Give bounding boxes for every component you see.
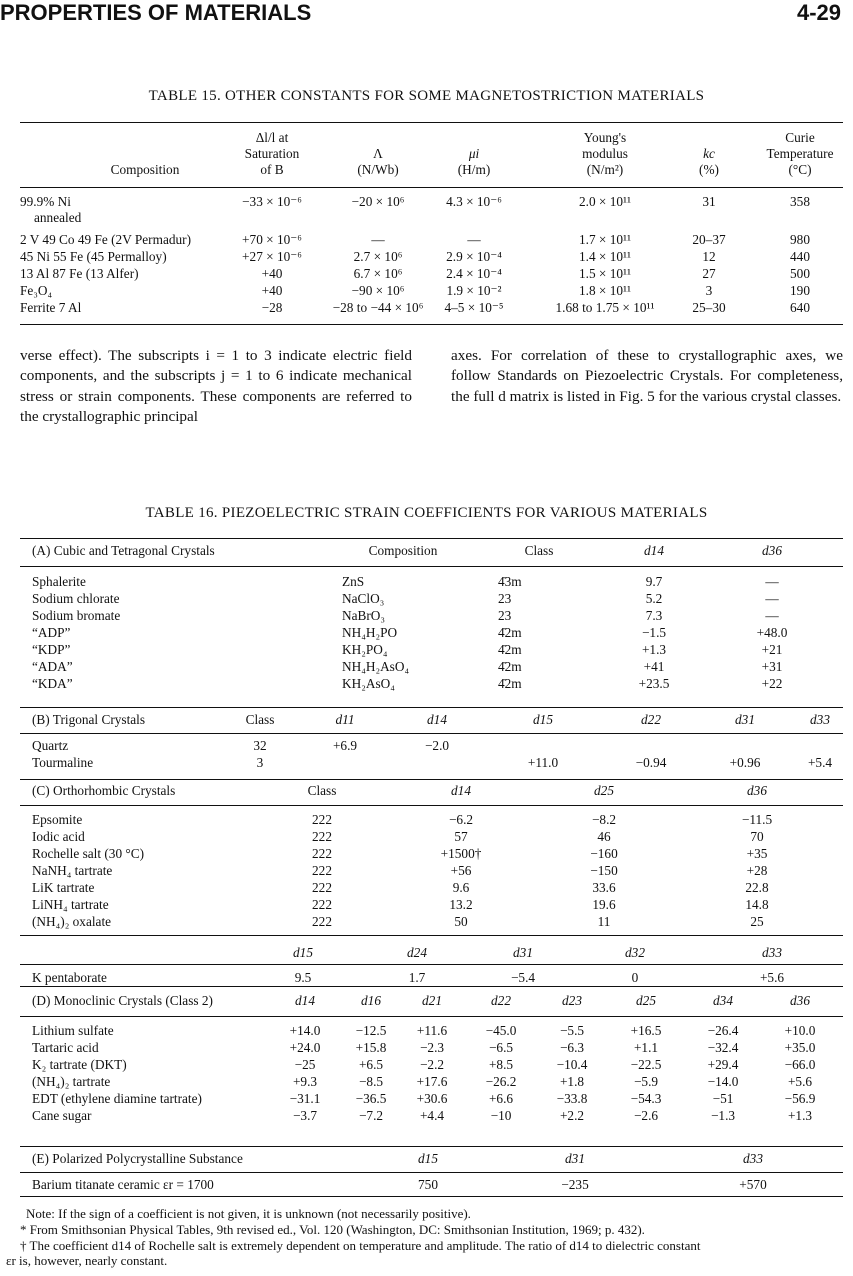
- column-header: d36: [747, 783, 767, 798]
- table-cell: 9.7: [645, 574, 663, 589]
- table-cell: −90 × 10⁶: [351, 283, 405, 298]
- section-title: (C) Orthorhombic Crystals: [32, 783, 176, 798]
- row-label: LiNH₄ tartrate: [32, 897, 109, 912]
- table15-header-cell: (°C): [788, 162, 812, 177]
- table-cell: −25: [294, 1057, 316, 1072]
- footnote: * From Smithsonian Physical Tables, 9th revised ed., Vol. 120 (Washington, DC: Smithsonian Institution, 1969; p. 432).: [20, 1222, 645, 1237]
- table-cell: −22.5: [630, 1057, 662, 1072]
- table-cell: 27: [702, 266, 716, 281]
- table-cell: −5.4: [510, 970, 536, 985]
- table-cell: 1.5 × 10¹¹: [578, 266, 632, 281]
- table-cell: −51: [712, 1091, 734, 1106]
- table-cell: —: [371, 232, 385, 247]
- table16-caption: TABLE 16. PIEZOELECTRIC STRAIN COEFFICIENTS FOR VARIOUS MATERIALS: [145, 505, 708, 521]
- table-cell: −14.0: [707, 1074, 739, 1089]
- table-cell: 4̄2m: [498, 625, 522, 640]
- table-rule: [20, 733, 843, 734]
- row-label: Sodium bromate: [32, 608, 121, 623]
- column-header: d14: [451, 783, 471, 798]
- table15-composition: 99.9% Ni: [20, 194, 71, 209]
- table-cell: +6.6: [488, 1091, 514, 1106]
- row-label: Iodic acid: [32, 829, 85, 844]
- table-cell: +70 × 10⁻⁶: [242, 232, 302, 247]
- running-title: PROPERTIES OF MATERIALS: [0, 0, 312, 25]
- table-cell: 222: [312, 846, 332, 861]
- table-cell: +30.6: [416, 1091, 448, 1106]
- table-cell: 70: [750, 829, 764, 844]
- table15-header-cell: Composition: [110, 162, 180, 177]
- row-label: EDT (ethylene diamine tartrate): [32, 1091, 202, 1106]
- table15-header-cell: Curie: [785, 130, 815, 145]
- row-label: “ADA”: [32, 659, 73, 674]
- column-header: d16: [361, 993, 381, 1008]
- column-header: d32: [625, 945, 645, 960]
- table-cell: 500: [790, 266, 810, 281]
- table15-composition: 45 Ni 55 Fe (45 Permalloy): [20, 249, 167, 264]
- table-cell: −10: [490, 1108, 512, 1123]
- column-header: d14: [295, 993, 315, 1008]
- column-header: d25: [594, 783, 614, 798]
- table-cell: −6.2: [448, 812, 474, 827]
- table-cell: −2.6: [633, 1108, 659, 1123]
- table-cell: 25–30: [692, 300, 726, 315]
- section-title: (D) Monoclinic Crystals (Class 2): [32, 993, 213, 1008]
- column-header: d22: [641, 712, 661, 727]
- table15-composition: annealed: [34, 210, 82, 225]
- table-cell: 19.6: [592, 897, 616, 912]
- column-header: d25: [636, 993, 656, 1008]
- row-label: Quartz: [32, 738, 69, 753]
- table-cell: 4.3 × 10⁻⁶: [446, 194, 502, 209]
- table-cell: +9.3: [292, 1074, 318, 1089]
- page-number: 4-29: [796, 0, 841, 25]
- table-cell: +24.0: [289, 1040, 321, 1055]
- table-cell: 9.5: [294, 970, 312, 985]
- table15-header-cell: kc: [703, 146, 715, 161]
- table15-header-cell: Λ: [373, 146, 383, 161]
- table-cell: —: [765, 591, 779, 606]
- table15-composition: Fe₃O₄: [20, 283, 53, 298]
- table-cell: +23.5: [638, 676, 670, 691]
- table-cell: +35: [746, 846, 768, 861]
- table-cell: +31: [761, 659, 783, 674]
- table-cell: +6.9: [332, 738, 358, 753]
- row-label: K pentaborate: [32, 970, 107, 985]
- table-cell: 3: [705, 283, 713, 298]
- table-cell: −10.4: [556, 1057, 588, 1072]
- row-label: Tourmaline: [32, 755, 94, 770]
- table-cell: 14.8: [745, 897, 769, 912]
- table15-top-rule: [20, 122, 843, 123]
- table-cell: 25: [750, 914, 764, 929]
- table-cell: −6.3: [559, 1040, 585, 1055]
- table-cell: 6.7 × 10⁶: [353, 266, 403, 281]
- table-cell: +1.8: [559, 1074, 585, 1089]
- column-header: d33: [810, 712, 830, 727]
- table-cell: 2.0 × 10¹¹: [578, 194, 632, 209]
- column-header: d33: [743, 1151, 763, 1166]
- table-cell: +570: [739, 1177, 767, 1192]
- table-cell: 32: [253, 738, 267, 753]
- column-header: d31: [513, 945, 533, 960]
- column-header: d21: [422, 993, 442, 1008]
- table-cell: 1.9 × 10⁻²: [446, 283, 502, 298]
- column-header: d14: [644, 543, 664, 558]
- table15-bottom-rule: [20, 324, 843, 325]
- table-cell: —: [765, 608, 779, 623]
- table-cell: KH₂PO₄: [342, 642, 388, 657]
- table-cell: 222: [312, 880, 332, 895]
- table15-header-cell: Temperature: [766, 146, 834, 161]
- table-cell: −160: [590, 846, 618, 861]
- table-cell: 50: [454, 914, 468, 929]
- table-cell: −28: [261, 300, 283, 315]
- table-cell: −1.3: [710, 1108, 736, 1123]
- row-label: K₂ tartrate (DKT): [32, 1057, 127, 1072]
- table-cell: 1.4 × 10¹¹: [578, 249, 632, 264]
- column-header: Class: [245, 712, 275, 727]
- column-header: d31: [565, 1151, 585, 1166]
- table-cell: 2.9 × 10⁻⁴: [446, 249, 502, 264]
- table-cell: −150: [590, 863, 618, 878]
- row-label: Epsomite: [32, 812, 83, 827]
- table15-composition: 13 Al 87 Fe (13 Alfer): [20, 266, 139, 281]
- table-cell: 5.2: [645, 591, 663, 606]
- table-cell: +5.6: [759, 970, 785, 985]
- table-cell: —: [765, 574, 779, 589]
- table15-header-rule: [20, 187, 843, 188]
- table-cell: 13.2: [449, 897, 473, 912]
- table-cell: 31: [702, 194, 716, 209]
- table15-header-cell: (H/m): [457, 162, 491, 177]
- table-cell: 1.7: [408, 970, 426, 985]
- table-cell: +1.3: [787, 1108, 813, 1123]
- table-cell: +15.8: [355, 1040, 387, 1055]
- table-cell: −28 to −44 × 10⁶: [332, 300, 424, 315]
- column-header: Class: [307, 783, 337, 798]
- table-cell: 4̄2m: [498, 642, 522, 657]
- table-cell: −1.5: [641, 625, 667, 640]
- row-label: LiK tartrate: [32, 880, 95, 895]
- column-header: d24: [407, 945, 427, 960]
- row-label: Barium titanate ceramic εr = 1700: [32, 1177, 214, 1192]
- table15-header-cell: of B: [260, 162, 284, 177]
- table-cell: −6.5: [488, 1040, 514, 1055]
- table-cell: +8.5: [488, 1057, 514, 1072]
- table-cell: −3.7: [292, 1108, 318, 1123]
- section-title: (B) Trigonal Crystals: [32, 712, 146, 727]
- table15-composition: 2 V 49 Co 49 Fe (2V Permadur): [20, 232, 192, 247]
- table-cell: 190: [790, 283, 810, 298]
- row-label: Tartaric acid: [32, 1040, 99, 1055]
- table-cell: −2.0: [424, 738, 450, 753]
- table-rule: [20, 1146, 843, 1147]
- row-label: (NH₄)₂ tartrate: [32, 1074, 111, 1089]
- column-header: d15: [418, 1151, 438, 1166]
- table-cell: +56: [450, 863, 472, 878]
- table-cell: +35.0: [784, 1040, 816, 1055]
- table-cell: +29.4: [707, 1057, 739, 1072]
- row-label: Sphalerite: [32, 574, 86, 589]
- table-cell: +5.4: [807, 755, 833, 770]
- table15-caption: TABLE 15. OTHER CONSTANTS FOR SOME MAGNETOSTRICTION MATERIALS: [148, 88, 705, 104]
- table-rule: [20, 566, 843, 567]
- table-cell: −66.0: [784, 1057, 816, 1072]
- table-cell: −33 × 10⁻⁶: [242, 194, 302, 209]
- table15-header-cell: Saturation: [244, 146, 300, 161]
- table-cell: +48.0: [756, 625, 788, 640]
- table-cell: +40: [261, 283, 283, 298]
- table-rule: [20, 805, 843, 806]
- table-cell: +16.5: [630, 1023, 662, 1038]
- page-header: [0, 0, 853, 30]
- table15-header-cell: μi: [468, 146, 480, 161]
- table15-header-cell: Δl/l at: [255, 130, 289, 145]
- table-cell: −54.3: [630, 1091, 662, 1106]
- table-cell: −36.5: [355, 1091, 387, 1106]
- table-cell: 23: [498, 591, 512, 606]
- column-header: Composition: [368, 543, 438, 558]
- table-cell: 22.8: [745, 880, 769, 895]
- table-cell: +11.6: [416, 1023, 448, 1038]
- column-header: d15: [533, 712, 553, 727]
- table-cell: 57: [454, 829, 468, 844]
- table-cell: 222: [312, 897, 332, 912]
- table-cell: 2.4 × 10⁻⁴: [446, 266, 502, 281]
- row-label: Cane sugar: [32, 1108, 92, 1123]
- table-rule: [20, 986, 843, 987]
- column-header: d23: [562, 993, 582, 1008]
- table-cell: +1500†: [440, 846, 482, 861]
- table-cell: −8.5: [358, 1074, 384, 1089]
- table-cell: 9.6: [452, 880, 470, 895]
- column-header: d34: [713, 993, 733, 1008]
- section-title: (E) Polarized Polycrystalline Substance: [32, 1151, 243, 1166]
- table-cell: +6.5: [358, 1057, 384, 1072]
- table-cell: +1.3: [641, 642, 667, 657]
- table-cell: 20–37: [692, 232, 726, 247]
- table-cell: 7.3: [645, 608, 663, 623]
- table-cell: 4̄2m: [498, 659, 522, 674]
- table16-top-rule: [20, 538, 843, 539]
- column-header: d22: [491, 993, 511, 1008]
- table-cell: 440: [790, 249, 810, 264]
- table-cell: 750: [418, 1177, 438, 1192]
- table-cell: +17.6: [416, 1074, 448, 1089]
- column-header: d33: [762, 945, 782, 960]
- table-cell: 222: [312, 863, 332, 878]
- table15-header-cell: (N/Wb): [357, 162, 399, 177]
- table-cell: +10.0: [784, 1023, 816, 1038]
- table-cell: 222: [312, 914, 332, 929]
- table-cell: −56.9: [784, 1091, 816, 1106]
- table-cell: −33.8: [556, 1091, 588, 1106]
- table-cell: 2.7 × 10⁶: [353, 249, 403, 264]
- table-cell: −11.5: [741, 812, 773, 827]
- footnote: εr is, however, nearly constant.: [6, 1253, 168, 1268]
- table-cell: 33.6: [592, 880, 616, 895]
- table-cell: −32.4: [707, 1040, 739, 1055]
- table-rule: [20, 779, 843, 780]
- table-cell: −5.5: [559, 1023, 585, 1038]
- body-paragraph-left: verse effect). The subscripts i = 1 to 3 indicate electric field components, and the subscripts j = 1 to 6 indicate mechanical stress or strain components. These components are referred to the crystallographic principal: [20, 347, 412, 425]
- table-cell: KH₂AsO₄: [342, 676, 395, 691]
- table-cell: −7.2: [358, 1108, 384, 1123]
- table-cell: +28: [746, 863, 768, 878]
- table-cell: 46: [597, 829, 611, 844]
- table-rule: [20, 707, 843, 708]
- table-cell: −26.4: [707, 1023, 739, 1038]
- table-cell: 1.8 × 10¹¹: [578, 283, 632, 298]
- table-cell: +2.2: [559, 1108, 585, 1123]
- table-cell: 1.7 × 10¹¹: [578, 232, 632, 247]
- table-cell: −26.2: [485, 1074, 517, 1089]
- row-label: (NH₄)₂ oxalate: [32, 914, 112, 929]
- table-cell: +21: [761, 642, 783, 657]
- table15-header-cell: Young's: [583, 130, 627, 145]
- column-header: d15: [293, 945, 313, 960]
- table15-composition: Ferrite 7 Al: [20, 300, 82, 315]
- table15-header-cell: (N/m²): [586, 162, 624, 177]
- table-cell: 640: [790, 300, 810, 315]
- table-cell: −235: [561, 1177, 589, 1192]
- table-cell: −5.9: [633, 1074, 659, 1089]
- table-cell: NaClO₃: [342, 591, 385, 606]
- row-label: Sodium chlorate: [32, 591, 120, 606]
- table-cell: 4–5 × 10⁻⁵: [444, 300, 504, 315]
- row-label: Lithium sulfate: [32, 1023, 114, 1038]
- table-cell: +0.96: [729, 755, 761, 770]
- table-cell: 358: [790, 194, 810, 209]
- table-cell: NaBrO₃: [342, 608, 386, 623]
- column-header: d36: [790, 993, 810, 1008]
- table-cell: +22: [761, 676, 783, 691]
- row-label: “ADP”: [32, 625, 71, 640]
- body-paragraph-right: axes. For correlation of these to crystallographic axes, we follow Standards on Piezoelectric Crystals. For completeness, the full d matrix is listed in Fig. 5 for the various crystal classes.: [451, 347, 843, 405]
- table-cell: +40: [261, 266, 283, 281]
- table-cell: +11.0: [527, 755, 559, 770]
- table-cell: +5.6: [787, 1074, 813, 1089]
- table-rule: [20, 964, 843, 965]
- footnote: Note: If the sign of a coefficient is not given, it is unknown (not necessarily positive).: [26, 1206, 471, 1221]
- table-cell: —: [467, 232, 481, 247]
- table15-header-cell: modulus: [582, 146, 628, 161]
- table-cell: 0: [631, 970, 639, 985]
- row-label: NaNH₄ tartrate: [32, 863, 113, 878]
- row-label: “KDA”: [32, 676, 73, 691]
- table-cell: +4.4: [419, 1108, 445, 1123]
- column-header: Class: [524, 543, 554, 558]
- table-cell: 4̄3m: [498, 574, 522, 589]
- table-cell: NH₄H₂AsO₄: [342, 659, 410, 674]
- footnote: † The coefficient d14 of Rochelle salt is extremely dependent on temperature and amplitude. The ratio of d14 to dielectric constant: [20, 1238, 701, 1253]
- table-cell: 1.68 to 1.75 × 10¹¹: [555, 300, 655, 315]
- table-cell: 3: [256, 755, 264, 770]
- table-cell: −2.2: [419, 1057, 445, 1072]
- table-cell: 222: [312, 812, 332, 827]
- table-cell: 980: [790, 232, 810, 247]
- table-cell: −12.5: [355, 1023, 387, 1038]
- section-title: (A) Cubic and Tetragonal Crystals: [32, 543, 215, 558]
- table-cell: −31.1: [289, 1091, 321, 1106]
- table-cell: +41: [643, 659, 665, 674]
- column-header: d36: [762, 543, 782, 558]
- table-cell: +14.0: [289, 1023, 321, 1038]
- table-cell: 12: [702, 249, 716, 264]
- row-label: Rochelle salt (30 °C): [32, 846, 145, 861]
- table-cell: −20 × 10⁶: [351, 194, 405, 209]
- table-cell: −8.2: [591, 812, 617, 827]
- column-header: d31: [735, 712, 755, 727]
- table-cell: −45.0: [485, 1023, 517, 1038]
- table-cell: 23: [498, 608, 512, 623]
- table-cell: NH₄H₂PO: [342, 625, 398, 640]
- table-cell: 4̄2m: [498, 676, 522, 691]
- table-cell: 11: [597, 914, 611, 929]
- table-rule: [20, 935, 843, 936]
- column-header: d11: [335, 712, 355, 727]
- table-cell: −2.3: [419, 1040, 445, 1055]
- table-rule: [20, 1016, 843, 1017]
- table-rule: [20, 1172, 843, 1173]
- table-cell: 222: [312, 829, 332, 844]
- table16-bottom-rule: [20, 1196, 843, 1197]
- table-cell: ZnS: [342, 574, 365, 589]
- table15-header-cell: (%): [699, 162, 719, 177]
- row-label: “KDP”: [32, 642, 71, 657]
- table-cell: +27 × 10⁻⁶: [242, 249, 302, 264]
- column-header: d14: [427, 712, 447, 727]
- table-cell: +1.1: [633, 1040, 659, 1055]
- table-cell: −0.94: [635, 755, 667, 770]
